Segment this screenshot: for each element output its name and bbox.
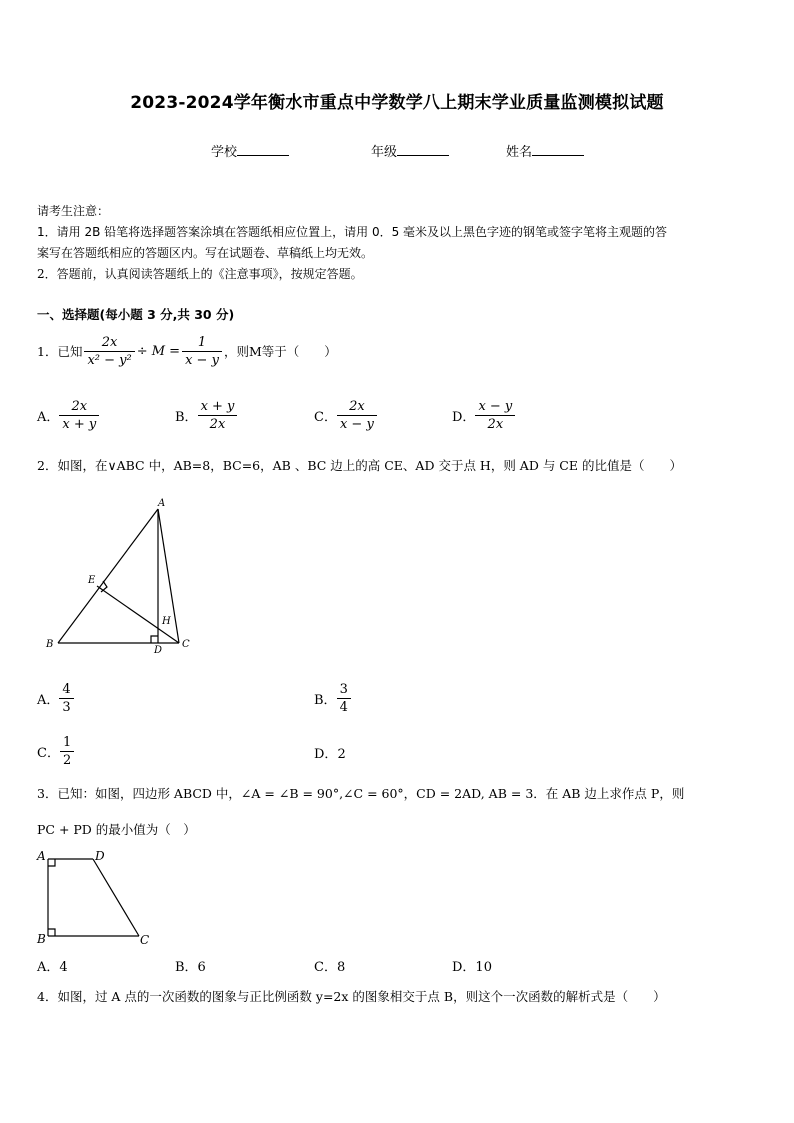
- q2-option-a[interactable]: A． $\frac{4}{3}$: [37, 681, 74, 716]
- q3-option-d[interactable]: D．10: [452, 960, 492, 975]
- school-field: 学校: [211, 141, 289, 160]
- notice-item-1: 1．请用 2B 铅笔将选择题答案涂填在答题纸相应位置上，请用 0．5 毫米及以上黑色字迹的钢笔或签字笔将主观题的答: [37, 225, 668, 239]
- label-D: D: [154, 645, 163, 655]
- label-B: B: [37, 932, 46, 946]
- notice-item-1-cont: 案写在答题纸相应的答题区内。写在试题卷、草稿纸上均无效。: [37, 246, 374, 260]
- question-3-cont: PC + PD 的最小值为（ ）: [37, 822, 196, 837]
- q1-option-b[interactable]: B． $\frac{x + y}{2x}$: [175, 398, 237, 433]
- label-D: D: [95, 849, 105, 863]
- q1-option-d[interactable]: D． $\frac{x - y}{2x}$: [452, 398, 515, 433]
- section-heading: 一、选择题(每小题 3 分,共 30 分): [37, 307, 235, 322]
- q1-option-a[interactable]: A． $\frac{2x}{x + y}$: [37, 398, 99, 433]
- q2-triangle-figure: [40, 495, 200, 655]
- question-2: 2．如图，在∨ABC 中，AB=8，BC=6，AB 、BC 边上的高 CE、AD 交于点 H，则 AD 与 CE 的比值是（ ）: [37, 458, 682, 473]
- q2-option-d[interactable]: D．2: [314, 747, 346, 762]
- notice-item-2: 2．答题前，认真阅读答题纸上的《注意事项》，按规定答题。: [37, 267, 363, 281]
- q3-option-c[interactable]: C．8: [314, 960, 346, 975]
- q3-quadrilateral-figure: [34, 846, 159, 950]
- grade-field: 年级: [371, 141, 449, 160]
- q1-option-c[interactable]: C． $\frac{2x}{x - y}$: [314, 398, 377, 433]
- question-1: 1．已知 $\frac{2x}{\text{x² − y²}}$ ÷ M = $\frac{1}{x - y}$ ，则M等于（ ）: [37, 335, 337, 368]
- notice-heading: 请考生注意：: [37, 204, 110, 218]
- page-title: 2023-2024学年衡水市重点中学数学八上期末学业质量监测模拟试题: [130, 93, 664, 113]
- q3-option-b[interactable]: B．6: [175, 960, 206, 975]
- label-H: H: [162, 616, 171, 627]
- label-E: E: [88, 575, 96, 586]
- q3-option-a[interactable]: A．4: [37, 960, 68, 975]
- label-C: C: [182, 639, 190, 650]
- q2-option-b[interactable]: B． $\frac{3}{4}$: [314, 681, 351, 716]
- label-B: B: [46, 639, 54, 650]
- name-field: 姓名: [506, 141, 584, 160]
- question-4: 4．如图，过 A 点的一次函数的图象与正比例函数 y=2x 的图象相交于点 B，则这个一次函数的解析式是（ ）: [37, 989, 666, 1004]
- label-C: C: [140, 933, 150, 947]
- label-A: A: [158, 498, 166, 509]
- label-A: A: [37, 849, 46, 863]
- q2-option-c[interactable]: C． $\frac{1}{2}$: [37, 734, 74, 769]
- question-3: 3．已知：如图，四边形 ABCD 中，∠A = ∠B = 90°,∠C = 60°，CD = 2AD, AB = 3．在 AB 边上求作点 P，则: [37, 786, 685, 801]
